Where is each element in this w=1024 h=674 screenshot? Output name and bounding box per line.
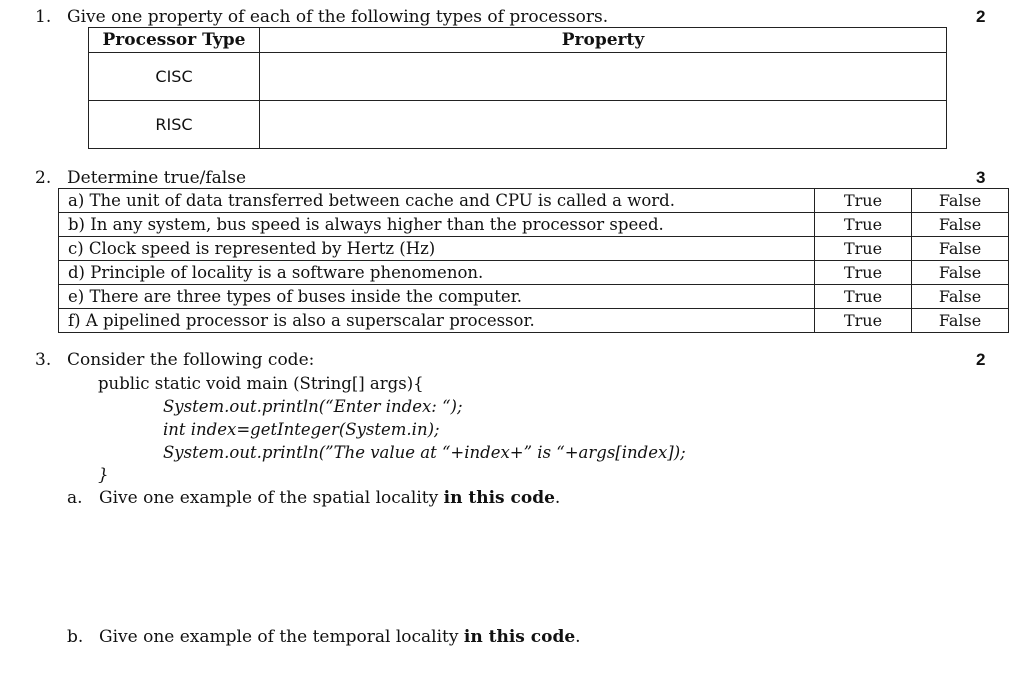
- part-b-question: [99, 627, 581, 647]
- table-row: [59, 285, 1009, 309]
- processor-type-cell: CISC: [89, 53, 260, 101]
- code-closing-brace: }: [98, 465, 109, 484]
- q2-number: 2.: [35, 168, 52, 188]
- table-row: [89, 53, 947, 101]
- table-header-row: [89, 28, 947, 53]
- header-processor-type: Processor Type: [89, 28, 260, 53]
- true-option[interactable]: True: [815, 261, 912, 285]
- tf-statement: d) Principle of locality is a software phenomenon.: [59, 261, 815, 285]
- tf-statement: c) Clock speed is represented by Hertz (Hz): [59, 237, 815, 261]
- header-property: Property: [260, 28, 947, 53]
- false-option[interactable]: False: [912, 309, 1009, 333]
- false-option[interactable]: False: [912, 189, 1009, 213]
- part-a-question: [99, 488, 560, 508]
- false-option[interactable]: False: [912, 237, 1009, 261]
- true-option[interactable]: True: [815, 237, 912, 261]
- table-row: [59, 261, 1009, 285]
- part-a-end: .: [554, 488, 561, 508]
- false-option[interactable]: False: [912, 285, 1009, 309]
- code-line-2: int index=getInteger(System.in);: [163, 420, 440, 439]
- code-line-3: System.out.println(”The value at “+index+” is “+args[index]);: [163, 443, 686, 462]
- tf-statement: a) The unit of data transferred between cache and CPU is called a word.: [59, 189, 815, 213]
- table-row: [59, 237, 1009, 261]
- false-option[interactable]: False: [912, 261, 1009, 285]
- table-row: [89, 101, 947, 149]
- tf-statement: b) In any system, bus speed is always higher than the processor speed.: [59, 213, 815, 237]
- code-signature: public static void main (String[] args){: [98, 374, 424, 393]
- part-b-label: b.: [67, 627, 84, 647]
- tf-statement: f) A pipelined processor is also a superscalar processor.: [59, 309, 815, 333]
- q3-marks: 2: [976, 350, 986, 369]
- q1-text: Give one property of each of the following types of processors.: [67, 7, 609, 27]
- q1-marks: 2: [976, 7, 986, 26]
- part-b-end: .: [575, 627, 581, 647]
- tf-statement: e) There are three types of buses inside the computer.: [59, 285, 815, 309]
- true-false-table: [58, 188, 1009, 333]
- property-answer-cell[interactable]: [260, 53, 947, 101]
- part-b-emphasis: in this code: [463, 627, 576, 647]
- part-a-label: a.: [67, 488, 83, 508]
- q2-text: Determine true/false: [67, 168, 247, 188]
- part-b-text: Give one example of the temporal locality: [99, 627, 464, 647]
- false-option[interactable]: False: [912, 213, 1009, 237]
- table-row: [59, 213, 1009, 237]
- q3-text: Consider the following code:: [67, 350, 315, 370]
- part-a-text: Give one example of the spatial locality: [99, 488, 444, 508]
- table-row: [59, 309, 1009, 333]
- true-option[interactable]: True: [815, 285, 912, 309]
- processor-type-cell: RISC: [89, 101, 260, 149]
- true-option[interactable]: True: [815, 213, 912, 237]
- table-row: [59, 189, 1009, 213]
- processor-table: [88, 27, 947, 149]
- q1-number: 1.: [35, 7, 52, 27]
- part-a-emphasis: in this code: [443, 488, 555, 508]
- property-answer-cell[interactable]: [260, 101, 947, 149]
- q2-marks: 3: [976, 168, 986, 187]
- true-option[interactable]: True: [815, 309, 912, 333]
- code-line-1: System.out.println(“Enter index: “);: [163, 397, 463, 416]
- q3-number: 3.: [35, 350, 52, 370]
- true-option[interactable]: True: [815, 189, 912, 213]
